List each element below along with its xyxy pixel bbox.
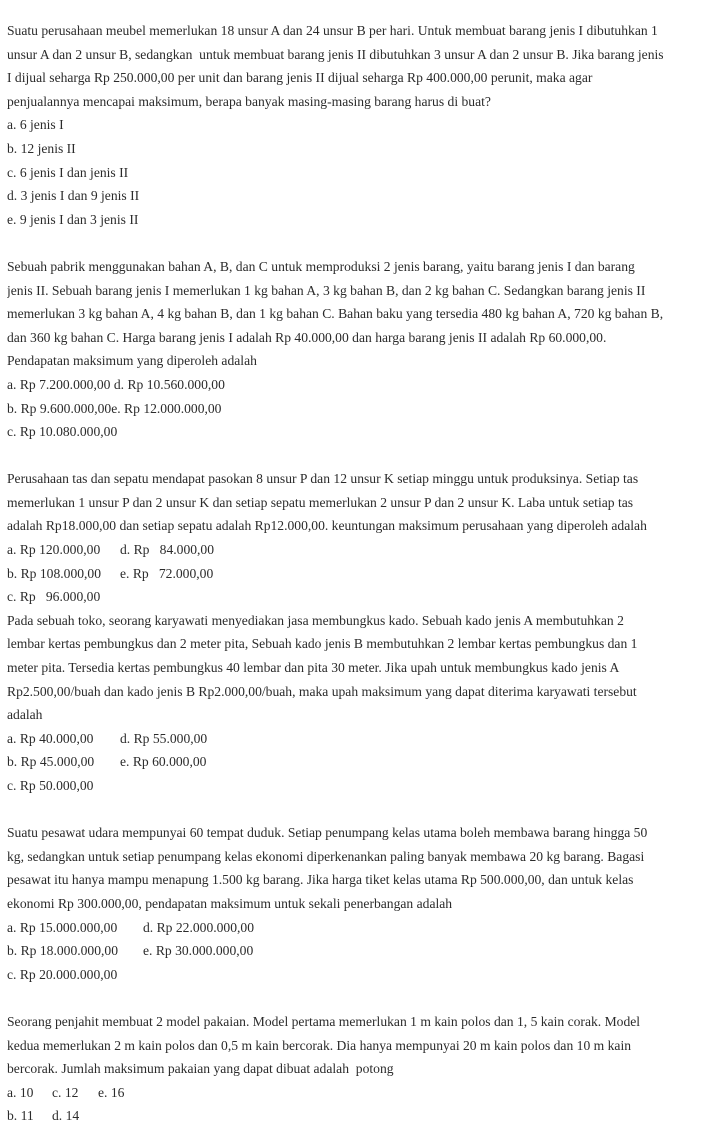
answer-options-row [7, 585, 720, 609]
question-5 [7, 821, 720, 986]
answer-option: e. 9 jenis I dan 3 jenis II [7, 211, 139, 227]
question-text-line: meter pita. Tersedia kertas pembungkus 40 lembar dan pita 30 meter. Jika upah untuk membungkus kado jenis A [7, 660, 620, 676]
answer-options-row [7, 137, 720, 161]
answer-option: a. Rp 7.200.000,00 d. Rp 10.560.000,00 [7, 376, 225, 392]
question-6 [7, 1010, 720, 1128]
question-text-line: memerlukan 3 kg bahan A, 4 kg bahan B, dan 1 kg bahan C. Bahan baku yang tersedia 480 kg bahan A, 720 kg bahan B, [7, 306, 664, 322]
answer-options-row [7, 373, 720, 397]
answer-option: b. 12 jenis II [7, 140, 76, 156]
answer-option: e. Rp 30.000.000,00 [143, 943, 254, 959]
question-text-line: penjualannya mencapai maksimum, berapa banyak masing-masing barang harus di buat? [7, 93, 491, 109]
answer-option: d. 14 [52, 1108, 80, 1124]
blank-line [7, 986, 720, 1010]
question-2 [7, 255, 720, 444]
question-text-line: Suatu pesawat udara mempunyai 60 tempat duduk. Setiap penumpang kelas utama boleh membawa barang hingga 50 [7, 825, 648, 841]
answer-option: e. 16 [98, 1084, 125, 1100]
question-text-line: Seorang penjahit membuat 2 model pakaian. Model pertama memerlukan 1 m kain polos dan 1, 5 kain corak. Model [7, 1013, 641, 1029]
answer-option: d. 3 jenis I dan 9 jenis II [7, 188, 140, 204]
question-text-line: Perusahaan tas dan sepatu mendapat pasokan 8 unsur P dan 12 unsur K setiap minggu untuk produksinya. Setiap tas [7, 471, 639, 487]
answer-options-row [7, 727, 720, 751]
answer-option: a. 6 jenis I [7, 117, 64, 133]
answer-option: a. Rp 15.000.000,00 [7, 919, 118, 935]
blank-line [7, 798, 720, 822]
answer-options-row [7, 916, 720, 940]
answer-option: c. 6 jenis I dan jenis II [7, 164, 129, 180]
answer-options-row [7, 1104, 720, 1128]
answer-options-row [7, 208, 720, 232]
question-text-line: kedua memerlukan 2 m kain polos dan 0,5 m kain bercorak. Dia hanya mempunyai 20 m kain polos dan 10 m kain [7, 1037, 632, 1053]
question-text-line: I dijual seharga Rp 250.000,00 per unit dan barang jenis II dijual seharga Rp 400.000,00 perunit, maka agar [7, 70, 593, 86]
answer-option: d. Rp 55.000,00 [120, 730, 208, 746]
answer-option: c. Rp 10.080.000,00 [7, 424, 118, 440]
answer-options-row [7, 939, 720, 963]
answer-option: b. Rp 108.000,00 [7, 565, 102, 581]
question-text-line: Pada sebuah toko, seorang karyawati menyediakan jasa membungkus kado. Sebuah kado jenis A membutuhkan 2 [7, 612, 624, 628]
question-text-line: Pendapatan maksimum yang diperoleh adalah [7, 353, 257, 369]
answer-options-row [7, 397, 720, 421]
answer-option: b. 11 [7, 1108, 34, 1124]
answer-options-row [7, 1081, 720, 1105]
answer-option: e. Rp 60.000,00 [120, 754, 207, 770]
question-4 [7, 609, 720, 798]
answer-option: b. Rp 18.000.000,00 [7, 943, 119, 959]
blank-line [7, 231, 720, 255]
answer-option: c. Rp 50.000,00 [7, 778, 94, 793]
answer-option: a. 10 [7, 1084, 34, 1100]
question-text-line: unsur A dan 2 unsur B, sedangkan untuk membuat barang jenis II dibutuhkan 3 unsur A dan 2 unsur B. Jika barang jenis [7, 46, 664, 62]
question-text-line: jenis II. Sebuah barang jenis I memerlukan 1 kg bahan A, 3 kg bahan B, dan 2 kg bahan C. Sedangkan barang jenis II [7, 282, 646, 298]
answer-option: a. Rp 120.000,00 [7, 542, 101, 558]
answer-options-row [7, 774, 720, 798]
answer-options-row [7, 538, 720, 562]
answer-option: d. Rp 22.000.000,00 [143, 919, 255, 935]
question-text-line: adalah [7, 707, 43, 723]
answer-options-row [7, 161, 720, 185]
answer-options-row [7, 184, 720, 208]
question-text-line: dan 360 kg bahan C. Harga barang jenis I adalah Rp 40.000,00 dan harga barang jenis II adalah Rp 60.000,00. [7, 329, 607, 345]
question-text-line: bercorak. Jumlah maksimum pakaian yang dapat dibuat adalah potong [7, 1061, 394, 1077]
answer-options-row [7, 420, 720, 444]
answer-option: a. Rp 40.000,00 [7, 730, 94, 746]
answer-options-row [7, 963, 720, 987]
answer-option: c. 12 [52, 1084, 79, 1100]
answer-option: c. Rp 20.000.000,00 [7, 966, 118, 982]
answer-option: b. Rp 9.600.000,00e. Rp 12.000.000,00 [7, 400, 222, 416]
answer-option: c. Rp 96.000,00 [7, 589, 101, 605]
question-text-line: Rp2.500,00/buah dan kado jenis B Rp2.000,00/buah, maka upah maksimum yang dapat diterima karyawati tersebut [7, 683, 637, 699]
answer-option: d. Rp 84.000,00 [120, 542, 215, 558]
answer-options-row [7, 562, 720, 586]
question-text-line: lembar kertas pembungkus dan 2 meter pita, Sebuah kado jenis B membutuhkan 2 lembar kertas pembungkus dan 1 [7, 636, 638, 652]
answer-option: e. Rp 72.000,00 [120, 565, 214, 581]
blank-line [7, 444, 720, 468]
question-text-line: ekonomi Rp 300.000,00, pendapatan maksimum untuk sekali penerbangan adalah [7, 895, 453, 911]
question-text-line: kg, sedangkan untuk setiap penumpang kelas ekonomi diperkenankan paling banyak membawa 20 kg barang. Bagasi [7, 848, 645, 864]
question-text-line: Sebuah pabrik menggunakan bahan A, B, dan C untuk memproduksi 2 jenis barang, yaitu barang jenis I dan barang [7, 258, 635, 274]
answer-options-row [7, 113, 720, 137]
question-text-line: pesawat itu hanya mampu menapung 1.500 kg barang. Jika harga tiket kelas utama Rp 500.000,00, dan untuk kelas [7, 872, 634, 888]
answer-options-row [7, 750, 720, 774]
question-3 [7, 467, 720, 609]
question-1 [7, 19, 720, 231]
question-text-line: Suatu perusahaan meubel memerlukan 18 unsur A dan 24 unsur B per hari. Untuk membuat barang jenis I dibutuhkan 1 [7, 23, 658, 38]
question-text-line: adalah Rp18.000,00 dan setiap sepatu adalah Rp12.000,00. keuntungan maksimum perusahaan yang diperoleh adalah [7, 518, 647, 534]
answer-option: b. Rp 45.000,00 [7, 754, 95, 770]
document-body [7, 19, 720, 1128]
question-text-line: memerlukan 1 unsur P dan 2 unsur K dan setiap sepatu memerlukan 2 unsur P dan 2 unsur K. Laba untuk setiap tas [7, 494, 634, 510]
